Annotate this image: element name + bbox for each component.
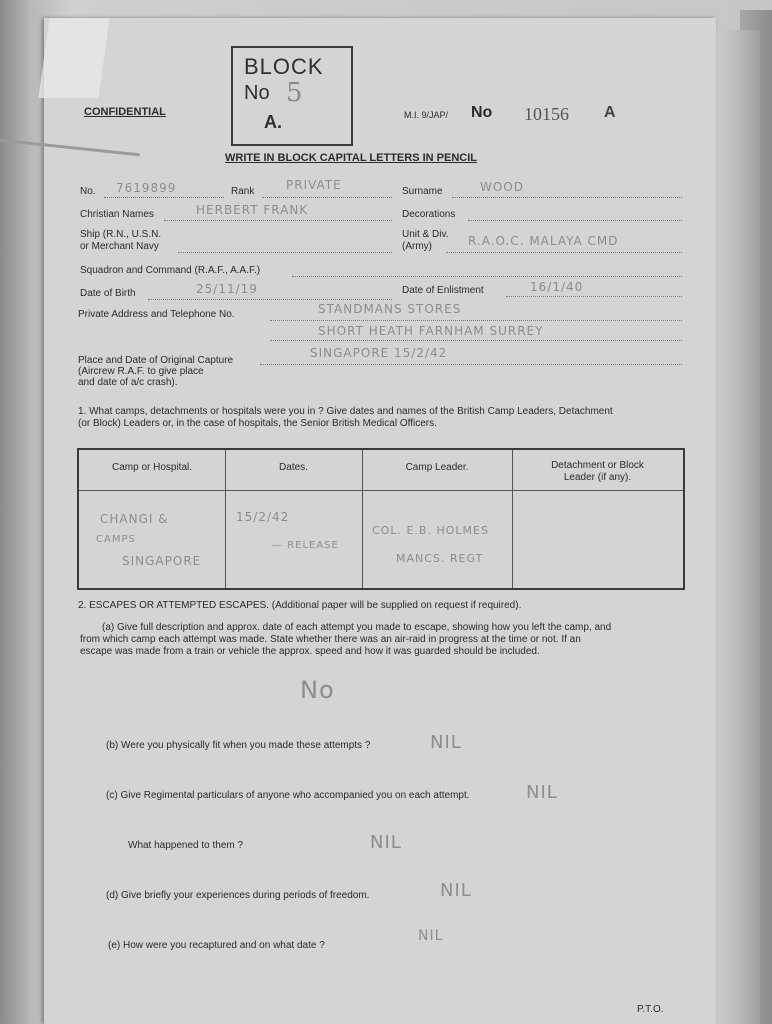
unit-label-2: (Army) — [402, 241, 432, 252]
question-2b-answer[interactable]: NIL — [430, 732, 462, 753]
question-1-line-1: 1. What camps, detachments or hospitals were you in ? Give dates and names of the British Camp Leaders, Detachment — [78, 406, 613, 417]
folded-corner — [38, 18, 109, 98]
unit-value[interactable]: R.A.O.C. MALAYA CMD — [468, 234, 619, 248]
table-leader-value-1[interactable]: COL. E.B. HOLMES — [372, 524, 489, 537]
capture-label-2: (Aircrew R.A.F. to give place — [78, 366, 204, 377]
question-1-line-2: (or Block) Leaders or, in the case of hospitals, the Senior British Medical Officers. — [78, 418, 437, 429]
serial-suffix: A — [604, 104, 616, 121]
confidential-heading: CONFIDENTIAL — [84, 106, 166, 118]
decorations-label: Decorations — [402, 209, 456, 220]
squadron-line — [292, 276, 682, 277]
squadron-label: Squadron and Command (R.A.F., A.A.F.) — [80, 265, 261, 276]
table-leader-value-2[interactable]: MANCS. REGT — [396, 552, 484, 565]
question-2a-line-2: from which camp each attempt was made. State whether there was an air-raid in progress at the time or not. If an — [80, 634, 581, 645]
question-2c-happened: What happened to them ? — [128, 840, 244, 851]
surname-line — [452, 197, 682, 198]
table-header-dates: Dates. — [279, 462, 308, 473]
table-header-camp: Camp or Hospital. — [111, 462, 193, 473]
instruction-heading: WRITE IN BLOCK CAPITAL LETTERS IN PENCIL — [225, 152, 477, 164]
table-dates-value-2[interactable]: — RELEASE — [272, 540, 339, 551]
question-2a-answer[interactable]: No — [300, 676, 335, 704]
page-turn-over: P.T.O. — [637, 1004, 664, 1015]
question-2b: (b) Were you physically fit when you made these attempts ? — [106, 740, 371, 751]
table-camp-value-1[interactable]: CHANGI & — [100, 512, 169, 526]
question-2a-line-3: escape was made from a train or vehicle the approx. speed and how it was guarded should be included. — [80, 646, 540, 657]
block-stamp-number: 5 — [286, 78, 303, 108]
unit-label-1: Unit & Div. — [402, 229, 449, 240]
question-2-title: 2. ESCAPES OR ATTEMPTED ESCAPES. (Additional paper will be supplied on request if required). — [78, 600, 522, 611]
address-line-1 — [270, 320, 682, 321]
dob-value[interactable]: 25/11/19 — [196, 282, 258, 296]
surname-value[interactable]: WOOD — [480, 180, 524, 194]
rank-value[interactable]: PRIVATE — [286, 178, 342, 192]
table-header-rule — [79, 490, 683, 491]
serial-number: 10156 — [524, 104, 569, 124]
ship-label-2: or Merchant Navy — [80, 241, 159, 252]
no-label: No. — [80, 186, 96, 197]
address-label: Private Address and Telephone No. — [78, 309, 235, 320]
capture-line — [260, 364, 682, 365]
table-dates-value-1[interactable]: 15/2/42 — [236, 510, 290, 524]
table-header-detachment-2: Leader (if any). — [563, 472, 632, 483]
decorations-line — [468, 220, 682, 221]
address-line-2 — [270, 340, 682, 341]
question-2c-answer[interactable]: NIL — [526, 782, 558, 803]
reference-no-label: No — [471, 104, 493, 121]
question-2d-answer[interactable]: NIL — [440, 880, 472, 901]
christian-names-value[interactable]: HERBERT FRANK — [196, 203, 309, 217]
christian-names-line — [164, 220, 392, 221]
capture-label-3: and date of a/c crash). — [78, 377, 178, 388]
capture-label-1: Place and Date of Original Capture — [78, 355, 234, 366]
address-value-2[interactable]: SHORT HEATH FARNHAM SURREY — [318, 324, 544, 338]
table-header-leader: Camp Leader. — [405, 462, 469, 473]
table-header-detachment-1: Detachment or Block — [551, 460, 644, 471]
no-line — [104, 197, 224, 198]
question-2e: (e) How were you recaptured and on what date ? — [108, 940, 325, 951]
ship-line — [178, 252, 392, 253]
block-stamp-no: No — [244, 82, 270, 104]
address-value-1[interactable]: STANDMANS STORES — [318, 302, 462, 316]
question-2c: (c) Give Regimental particulars of anyone who accompanied you on each attempt. — [106, 790, 470, 801]
dob-label: Date of Birth — [80, 288, 136, 299]
block-stamp-letter: A. — [264, 112, 282, 132]
question-2e-answer[interactable]: NIL — [418, 928, 444, 944]
enlistment-line — [506, 296, 682, 297]
unit-line — [446, 252, 682, 253]
question-2a-line-1: (a) Give full description and approx. date of each attempt you made to escape, showing how you left the camp, and — [102, 622, 612, 633]
rank-line — [262, 197, 392, 198]
table-camp-value-3[interactable]: SINGAPORE — [122, 554, 202, 568]
enlistment-label: Date of Enlistment — [402, 285, 484, 296]
christian-names-label: Christian Names — [80, 209, 154, 220]
block-stamp-word: BLOCK — [244, 54, 324, 79]
capture-value[interactable]: SINGAPORE 15/2/42 — [310, 346, 448, 360]
dob-line — [148, 299, 392, 300]
reference-code: M.I. 9/JAP/ — [404, 110, 449, 120]
ship-label-1: Ship (R.N., U.S.N. — [80, 229, 162, 240]
question-2d: (d) Give briefly your experiences during periods of freedom. — [106, 890, 370, 901]
surname-label: Surname — [402, 186, 443, 197]
no-value[interactable]: 7619899 — [116, 181, 177, 195]
enlistment-value[interactable]: 16/1/40 — [530, 280, 584, 294]
rank-label: Rank — [231, 186, 255, 197]
table-camp-value-2[interactable]: CAMPS — [96, 534, 136, 545]
question-2c-happened-answer[interactable]: NIL — [370, 832, 402, 853]
